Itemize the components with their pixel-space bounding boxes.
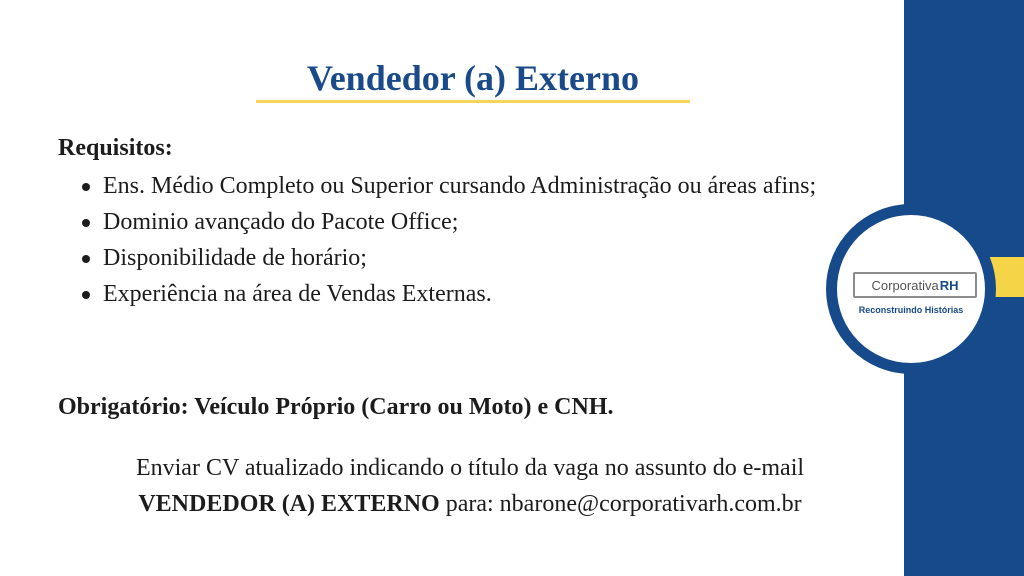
requirement-text: Experiência na área de Vendas Externas. [103, 281, 492, 307]
list-item [58, 204, 818, 240]
logo-badge [837, 215, 985, 363]
application-instructions [60, 450, 880, 522]
title-underline [256, 100, 690, 103]
logo-name-part1: Corporativa [871, 277, 939, 293]
requirement-text: Disponibilidade de horário; [103, 245, 367, 271]
bullet-icon [82, 291, 90, 299]
list-item [58, 276, 818, 312]
requirements-list [58, 168, 818, 312]
logo-name-part2: RH [939, 277, 959, 293]
email-subject: VENDEDOR (A) EXTERNO [138, 491, 440, 517]
company-logo [826, 204, 996, 374]
bullet-icon [82, 219, 90, 227]
bullet-icon [82, 183, 90, 191]
logo-tagline: Reconstruindo Histórias [858, 305, 964, 315]
logo-wordmark [853, 272, 977, 298]
requirement-text: Ens. Médio Completo ou Superior cursando Administração ou áreas afins; [103, 173, 817, 199]
list-item [58, 240, 818, 276]
requirement-text: Dominio avançado do Pacote Office; [103, 209, 459, 235]
requirements-heading: Requisitos: [58, 135, 173, 161]
email-recipient: para: nbarone@corporativarh.com.br [439, 491, 802, 517]
mandatory-note: Obrigatório: Veículo Próprio (Carro ou Moto) e CNH. [58, 394, 614, 420]
bullet-icon [82, 255, 90, 263]
list-item [58, 168, 818, 204]
instructions-line1: Enviar CV atualizado indicando o título da vaga no assunto do e-mail [135, 455, 805, 481]
page-title: Vendedor (a) Externo [307, 58, 639, 98]
